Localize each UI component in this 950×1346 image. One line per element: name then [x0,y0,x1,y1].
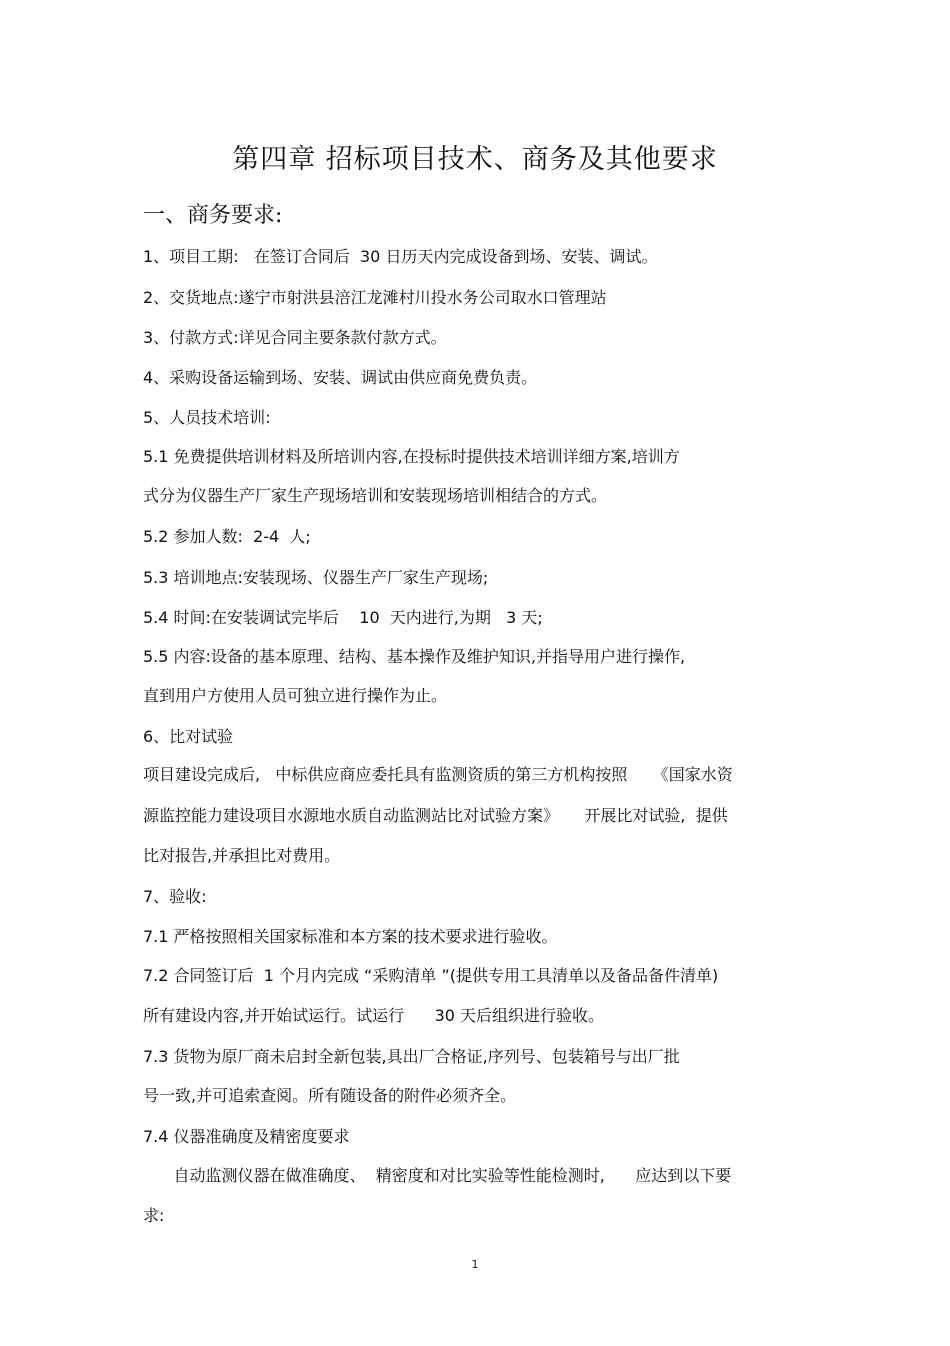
text-line: 4、采购设备运输到场、安装、调试由供应商免费负责。 [143,368,538,387]
text-line: 直到用户方使用人员可独立进行操作为止。 [143,686,448,705]
page-title: 第四章 招标项目技术、商务及其他要求 [232,144,718,175]
text-line: 号一致,并可追索查阅。所有随设备的附件必须齐全。 [143,1086,517,1105]
text-line: 所有建设内容,并开始试运行。试运行 30 天后组织进行验收。 [143,1006,605,1025]
text-line: 源监控能力建设项目水源地水质自动监测站比对试验方案》 开展比对试验, 提供 [143,806,728,825]
text-line: 比对报告,并承担比对费用。 [143,846,341,865]
text-line: 7.2 合同签订后 1 个月内完成 “采购清单 ”(提供专用工具清单以及备品备件清单) [143,966,719,985]
text-line: 5.2 参加人数: 2-4 人; [143,527,311,546]
text-line: 5.5 内容:设备的基本原理、结构、基本操作及维护知识,并指导用户进行操作, [143,647,686,666]
text-line: 7.4 仪器准确度及精密度要求 [143,1127,350,1146]
text-line: 7.1 严格按照相关国家标准和本方案的技术要求进行验收。 [143,927,558,946]
page-number: 1 [471,1258,479,1271]
text-line: 求: [143,1206,165,1225]
text-line: 2、交货地点:遂宁市射洪县涪江龙滩村川投水务公司取水口管理站 [143,288,607,307]
text-line: 7、验收: [143,887,207,906]
text-line: 3、付款方式:详见合同主要条款付款方式。 [143,328,447,347]
text-line: 7.3 货物为原厂商未启封全新包装,具出厂合格证,序列号、包装箱号与出厂批 [143,1047,680,1066]
text-line: 5.4 时间:在安装调试完毕后 10 天内进行,为期 3 天; [143,608,543,627]
text-line: 5.3 培训地点:安装现场、仪器生产厂家生产现场; [143,568,489,587]
text-line: 式分为仪器生产厂家生产现场培训和安装现场培训相结合的方式。 [143,486,608,505]
section-heading: 一、商务要求: [143,203,283,228]
text-line: 自动监测仪器在做准确度、 精密度和对比实验等性能检测时, 应达到以下要 [143,1166,732,1185]
text-line: 1、项目工期: 在签订合同后 30 日历天内完成设备到场、安装、调试。 [143,247,658,266]
text-line: 项目建设完成后, 中标供应商应委托具有监测资质的第三方机构按照 《国家水资 [143,765,733,784]
text-line: 5、人员技术培训: [143,408,271,427]
text-line: 5.1 免费提供培训材料及所培训内容,在投标时提供技术培训详细方案,培训方 [143,447,680,466]
text-line: 6、比对试验 [143,727,234,746]
